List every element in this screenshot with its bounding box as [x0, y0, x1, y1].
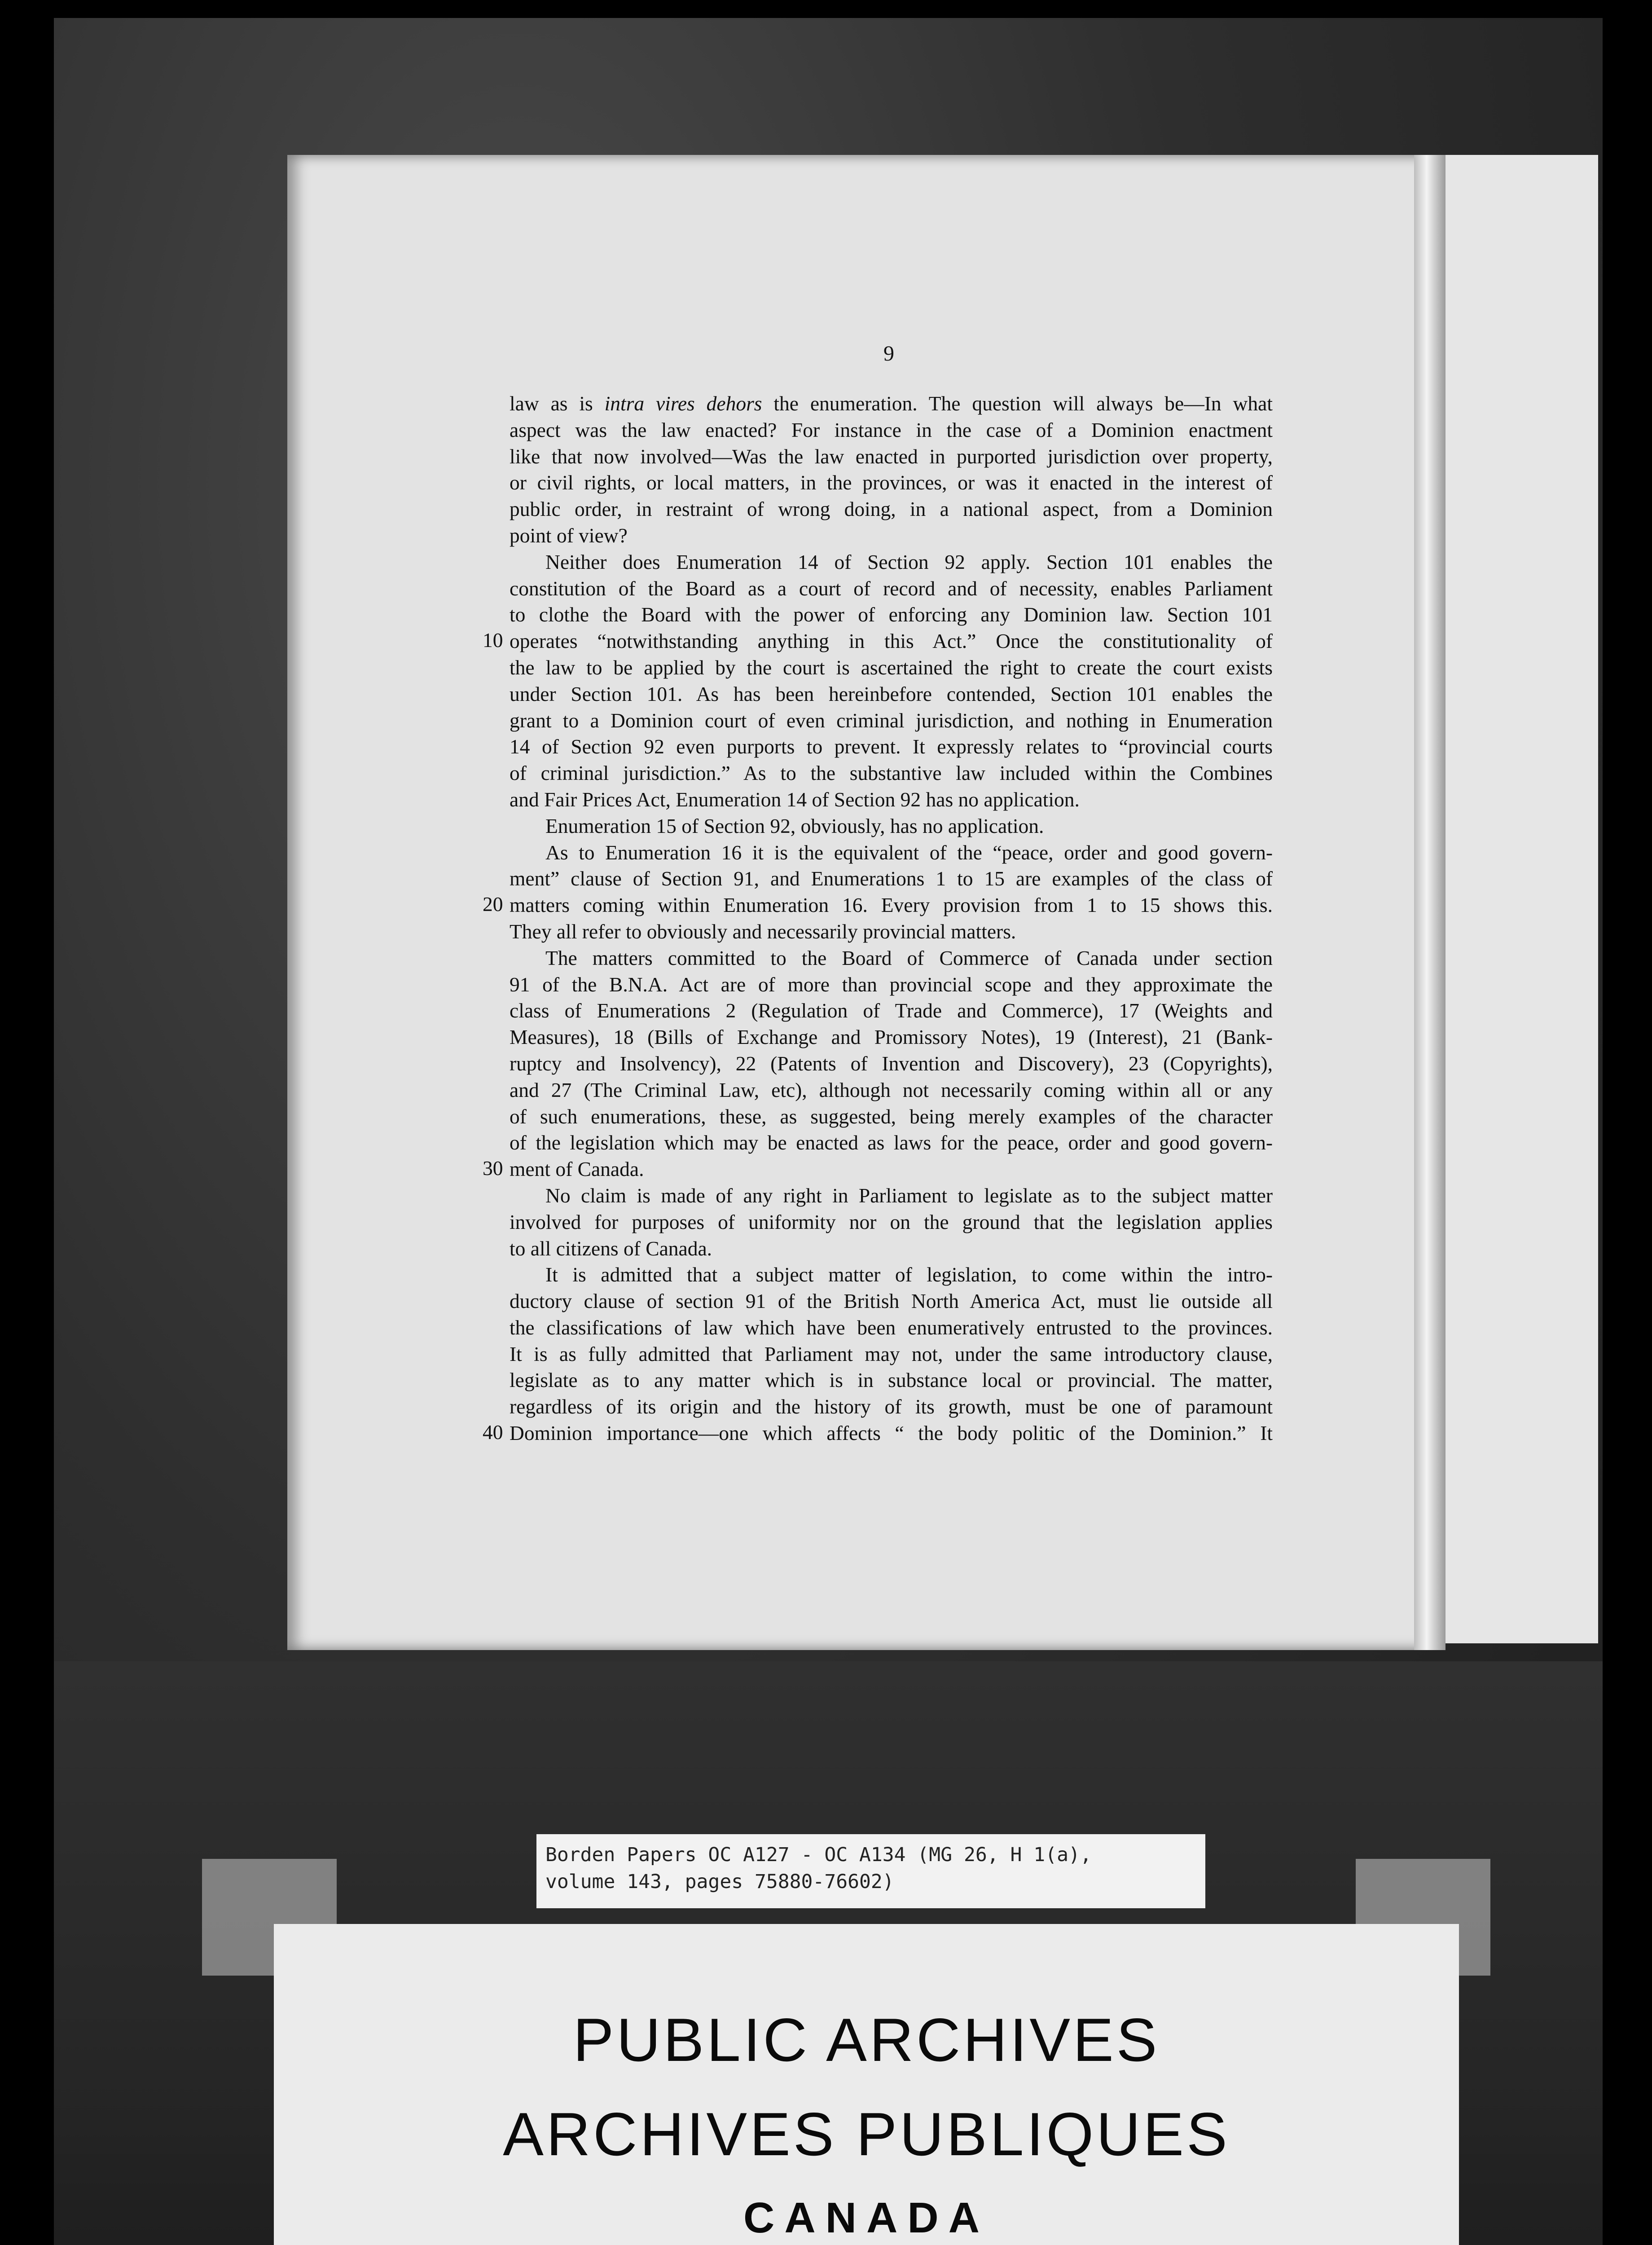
text-segment: 91 of the B.N.A. Act are of more than provincial scope and they approximate the [510, 973, 1273, 996]
text-line [510, 417, 1273, 444]
text-line [510, 998, 1273, 1024]
body-text [510, 391, 1273, 1447]
margin-line-number: 30 [483, 1157, 503, 1180]
text-segment: Measures), 18 (Bills of Exchange and Promissory Notes), 19 (Interest), 21 (Bank- [510, 1026, 1273, 1049]
text-segment: intra vires dehors [604, 392, 762, 415]
text-segment: of the legislation which may be enacted as laws for the peace, order and good govern- [510, 1131, 1273, 1154]
text-line [510, 1262, 1273, 1288]
text-segment: It is as fully admitted that Parliament may not, under the same introductory clause, [510, 1342, 1273, 1365]
text-segment: law as is [510, 392, 605, 415]
margin-line-number: 10 [483, 629, 503, 652]
text-line [510, 576, 1273, 602]
text-segment: of criminal jurisdiction.” As to the substantive law included within the Combines [510, 762, 1273, 785]
text-segment: matters coming within Enumeration 16. Every provision from 1 to 15 shows this. [510, 894, 1273, 917]
margin-line-number: 40 [483, 1421, 503, 1444]
text-line [510, 1288, 1273, 1315]
text-line [510, 813, 1273, 840]
text-line [510, 391, 1273, 417]
text-segment: operates “notwithstanding anything in this Act.” Once the constitutionality of [510, 629, 1273, 653]
text-line [510, 444, 1273, 470]
text-line [510, 1209, 1273, 1236]
text-segment: constitution of the Board as a court of record and of necessity, enables Parliament [510, 577, 1273, 600]
text-segment: the enumeration. The question will always be—In what [762, 392, 1273, 415]
text-segment: or civil rights, or local matters, in the provinces, or was it enacted in the interest of [510, 471, 1273, 494]
text-segment: ruptcy and Insolvency), 22 (Patents of Invention and Discovery), 23 (Copyrights), [510, 1052, 1273, 1075]
text-segment: ment” clause of Section 91, and Enumerations 1 to 15 are examples of the class of [510, 867, 1273, 890]
page-number: 9 [883, 342, 894, 365]
text-line [510, 840, 1273, 866]
text-line [510, 708, 1273, 734]
text-line [510, 1051, 1273, 1077]
text-segment: regardless of its origin and the history of its growth, must be one of paramount [510, 1395, 1273, 1418]
text-line [510, 1130, 1273, 1156]
archive-country: CANADA [743, 2194, 989, 2242]
text-segment: Neither does Enumeration 14 of Section 92 apply. Section 101 enables the [545, 550, 1273, 573]
text-line [510, 470, 1273, 496]
text-segment: No claim is made of any right in Parliament to legislate as to the subject matter [545, 1184, 1273, 1207]
text-segment: grant to a Dominion court of even criminal jurisdiction, and nothing in Enumeration [510, 709, 1273, 732]
text-segment: to clothe the Board with the power of enforcing any Dominion law. Section 101 [510, 603, 1273, 626]
text-segment: public order, in restraint of wrong doing, in a national aspect, from a Dominion [510, 497, 1273, 521]
text-line [510, 919, 1273, 945]
text-segment: the classifications of law which have been enumeratively entrusted to the provinces. [510, 1316, 1273, 1339]
text-line [510, 1077, 1273, 1104]
text-line [510, 1183, 1273, 1209]
text-segment: It is admitted that a subject matter of legislation, to come within the intro- [545, 1263, 1273, 1286]
archive-title-french: ARCHIVES PUBLIQUES [503, 2100, 1230, 2168]
text-line [510, 866, 1273, 892]
text-segment: Enumeration 15 of Section 92, obviously, has no application. [545, 814, 1044, 837]
text-line [510, 1156, 1273, 1183]
text-segment: ductory clause of section 91 of the British North America Act, must lie outside all [510, 1290, 1273, 1313]
text-segment: They all refer to obviously and necessarily provincial matters. [510, 920, 1016, 943]
text-segment: to all citizens of Canada. [510, 1237, 712, 1260]
text-line [510, 1236, 1273, 1262]
text-segment: ment of Canada. [510, 1158, 644, 1181]
text-line [510, 945, 1273, 972]
text-segment: under Section 101. As has been hereinbefore contended, Section 101 enables the [510, 682, 1273, 705]
text-segment: the law to be applied by the court is ascertained the right to create the court exists [510, 656, 1273, 679]
text-line [510, 760, 1273, 787]
text-segment: and 27 (The Criminal Law, etc), although not necessarily coming within all or any [510, 1078, 1273, 1101]
text-line [510, 523, 1273, 549]
text-segment: like that now involved—Was the law enacted in purported jurisdiction over property, [510, 445, 1273, 468]
page-gutter [1414, 155, 1446, 1650]
archive-title-english: PUBLIC ARCHIVES [573, 2006, 1160, 2074]
text-segment: involved for purposes of uniformity nor on the ground that the legislation applies [510, 1210, 1273, 1233]
text-line [510, 549, 1273, 576]
text-line [510, 892, 1273, 919]
text-line [510, 1024, 1273, 1051]
text-segment: aspect was the law enacted? For instance in the case of a Dominion enactment [510, 418, 1273, 441]
text-line [510, 1341, 1273, 1368]
text-line [510, 1367, 1273, 1394]
citation-label [536, 1834, 1205, 1908]
text-segment: The matters committed to the Board of Commerce of Canada under section [545, 946, 1273, 969]
text-line [510, 734, 1273, 760]
archive-card [274, 1924, 1459, 2245]
text-line [510, 496, 1273, 523]
text-segment: legislate as to any matter which is in substance local or provincial. The matter, [510, 1369, 1273, 1392]
text-line [510, 628, 1273, 655]
text-line [510, 787, 1273, 813]
citation-line-1: Borden Papers OC A127 - OC A134 (MG 26, H 1(a), [545, 1844, 1092, 1866]
text-line [510, 1420, 1273, 1447]
citation-line-2: volume 143, pages 75880-76602) [545, 1871, 894, 1893]
margin-line-number: 20 [483, 893, 503, 916]
text-segment: class of Enumerations 2 (Regulation of Trade and Commerce), 17 (Weights and [510, 999, 1273, 1022]
text-segment: Dominion importance—one which affects “ the body politic of the Dominion.” It [510, 1422, 1273, 1445]
text-line [510, 1104, 1273, 1130]
text-segment: 14 of Section 92 even purports to prevent. It expressly relates to “provincial courts [510, 735, 1273, 758]
text-segment: of such enumerations, these, as suggested, being merely examples of the character [510, 1105, 1273, 1128]
text-segment: As to Enumeration 16 it is the equivalent of the “peace, order and good govern- [545, 841, 1273, 864]
text-line [510, 655, 1273, 681]
text-line [510, 972, 1273, 998]
text-line [510, 602, 1273, 628]
text-line [510, 681, 1273, 708]
text-segment: and Fair Prices Act, Enumeration 14 of Section 92 has no application. [510, 788, 1080, 811]
text-segment: point of view? [510, 524, 628, 547]
text-line [510, 1394, 1273, 1420]
text-line [510, 1315, 1273, 1341]
